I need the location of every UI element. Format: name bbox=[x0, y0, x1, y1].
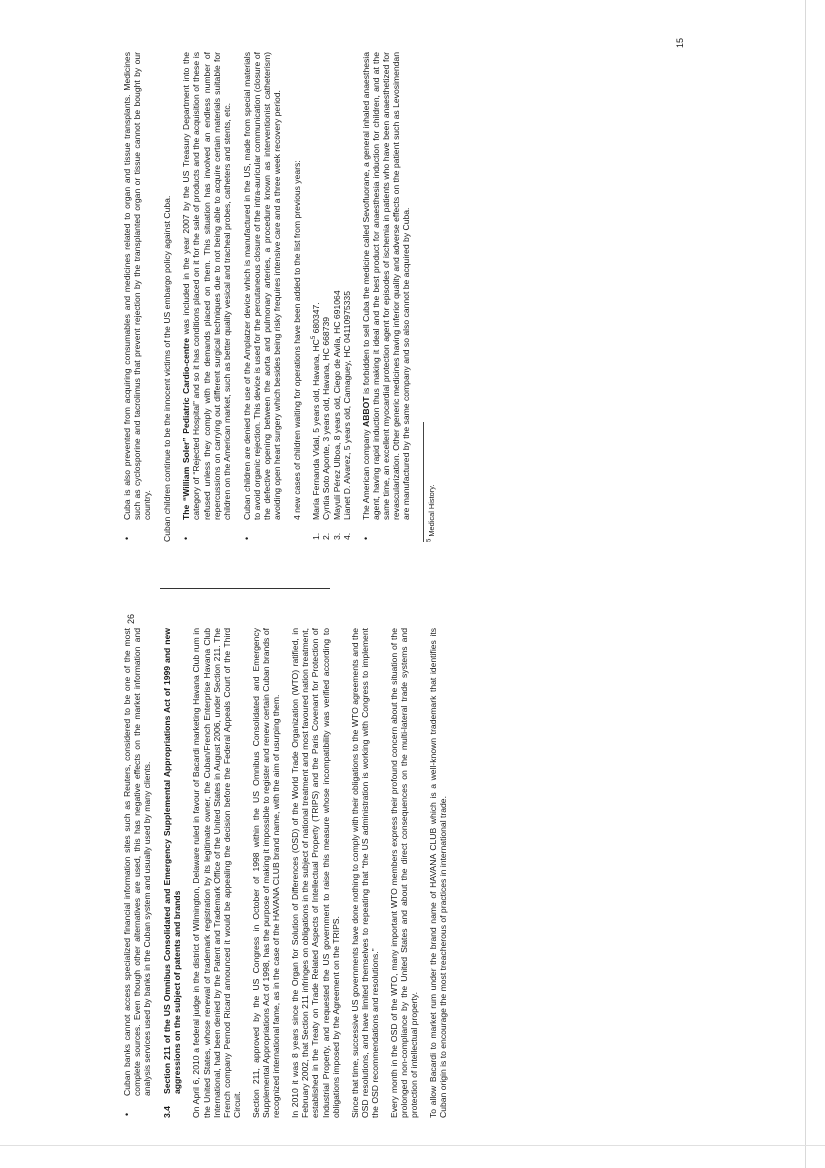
list-text: 680347. bbox=[311, 302, 322, 336]
bullet-text: Cuban children are denied the use of the Amplatzer device which is manufactured in the US, made from special materials to avoid organic rejection. This device is used for the percutaneous closure of the intra-auricular communication (closure of the defective opening between the aorta and pulmonary arteries, a procedure known as interventionist catheterism) avoiding open heart surgery which besides being risky frequires intensive care and a three week recovery period. bbox=[241, 52, 283, 520]
page-26 bbox=[122, 613, 692, 1118]
list-text: Cyntia Soto Aponte, 3 years old, Havana, HC 668739 bbox=[321, 316, 332, 520]
children-list bbox=[311, 52, 351, 542]
list-number: 1. bbox=[311, 532, 322, 540]
bullet-item bbox=[122, 628, 152, 1118]
bullet-icon: • bbox=[360, 536, 371, 540]
footnote-ref: 5 bbox=[311, 335, 318, 340]
list-item bbox=[311, 52, 321, 542]
list-item bbox=[342, 52, 352, 542]
bullet-text: Cuban banks cannot access specialized financial information sites such as Reuters, considered to be one of the most complete sources. Even though other alternatives are used, this has negative effects on the market information and analysis services used by banks in the Cuban system and usually used by many clients. bbox=[122, 628, 153, 1096]
page-edge-bottom bbox=[0, 1145, 825, 1146]
footnote-mark: 5 bbox=[426, 538, 433, 542]
paragraph: On April 6, 2010 a federal judge in the district of Wilmington, Delaware ruled in favour of Bacardi marketing Havana Club rum in the United States, whose renewal of trademark registration by its legitimate owner, the Cuban/French Enterprise Havana Club International, had been denied by the Patent and Trademark Office of the United States in August 2006, under Section 211. The French company Pernod Ricard announced it would be appealing the decision before the Federal Appeals Court of the Third Circuit. bbox=[191, 628, 242, 1118]
separator-rule bbox=[160, 588, 330, 589]
list-text: Mayulí Pérez Ulboa, 8 years old, Ciego de Avila, HC 691064 bbox=[331, 290, 342, 520]
section-title: Section 211 of the US Omnibus Consolidated and Emergency Supplemental Appropriations Act of 1999 and new aggressions on the subject of patents and brands bbox=[162, 628, 183, 1094]
section-number: 3.4 bbox=[162, 1106, 173, 1118]
list-item bbox=[321, 52, 331, 542]
bullet-text: The American company bbox=[360, 427, 371, 520]
page-15-column bbox=[122, 52, 436, 542]
section-heading bbox=[162, 628, 182, 1118]
bullet-text: is forbidden to sell Cuba the medicine called Sevofluorane, a general inhaled anaesthesia agent, having rapid induction thus making it ideal and the best product for anaesthesia induction for children, and at the same time, an excellent myocardial protection agent for episodes of ischemia in patients who have been anaesthetized for revascularization. Other generic medicines having inferior quality and adverse effects on the patient such as Levosimendan are manufactured by the same company and so also cannot be acquired by Cuba. bbox=[360, 52, 412, 520]
bullet-icon: • bbox=[181, 536, 192, 540]
bullet-item bbox=[122, 52, 152, 542]
bullet-item bbox=[242, 52, 282, 542]
bullet-list-3 bbox=[361, 52, 411, 542]
bullet-list-4 bbox=[122, 628, 152, 1118]
page-number: 26 bbox=[126, 613, 136, 624]
footnote-text: Medical History. bbox=[427, 484, 437, 539]
bullet-icon: • bbox=[241, 536, 252, 540]
bullet-icon: • bbox=[122, 536, 132, 540]
paragraph: Since that time, successive US governments have done nothing to comply with their obligations to the WTO agreements and the OSD resolutions, and have limited themselves to repeating that “the US administration is working with Congress to implement the OSD recommendations and resolutions.” bbox=[349, 628, 380, 1118]
page-number: 15 bbox=[675, 37, 685, 48]
bullet-text: Cuba is also prevented from acquiring consumables and medicines related to organ and tissue transplants. Medicines such as cyclosporine and tacrolimus that prevent rejection by the transplanted organ or tissue cannot be bought by our country. bbox=[122, 52, 153, 520]
bullet-list-1 bbox=[122, 52, 152, 542]
footnote-rule bbox=[423, 422, 424, 542]
list-text: Lianet D. Alvarez, 5 years old, Camaguey, HC 04110975335 bbox=[341, 291, 352, 520]
paragraph: Every month in the OSD of the WTO, many important WTO members express their profound concern about the situation of the prolonged non-compliance by the United States and about the direct consequences on the multi-lateral trade systems and protection of intellectual property. bbox=[388, 628, 420, 1118]
paragraph: 4 new cases of children waiting for operations have been added to the list from previous years: bbox=[292, 160, 303, 520]
page-26-column bbox=[122, 628, 457, 1118]
list-number: 4. bbox=[341, 532, 352, 540]
bold-lead: The “William Soler” Pediatric Cardio-centre bbox=[181, 337, 192, 520]
paragraph: To allow Bacardi to market rum under the brand name of HAVANA CLUB which is a well-known trademark that identifies its Cuban origin is to encourage the most treacherous of practices in international trade. bbox=[428, 628, 449, 1118]
bold-lead: ABBOT bbox=[360, 396, 371, 427]
paragraph: Cuban children continue to be the innocent victims of the US embargo policy against Cuba. bbox=[162, 195, 173, 542]
bullet-item bbox=[181, 52, 231, 542]
list-number: 3. bbox=[331, 532, 342, 540]
bullet-item bbox=[361, 52, 411, 542]
paragraph: In 2010 it was 8 years since the Organ for Solution of Differences (OSD) of the World Trade Organization (WTO) ratified, in February 2002, that Section 211 infringes on obligations in the subject of national treatment and most favoured nation treatment, established in the Treaty on Trade Related Aspects of Intellectual Property (TRIPS) and the Paris Covenant for Protection of Industrial Property, and requested the US government to raise this measure whose incompatibility was verified according to obligations imposed by the Agreement on the TRIPS. bbox=[290, 628, 341, 1118]
list-item bbox=[332, 52, 342, 542]
bullet-list-2 bbox=[181, 52, 282, 542]
list-text: María Fernanda Vidal, 5 years old, Havana, HC bbox=[311, 339, 322, 520]
bullet-text: was included in the year 2007 by the US Treasury Department into the category of “Rejected Hospital” and so it has conditions placed on it for the sale of products and the acquisition of these is refused unless they comply with the demands placed on them. This situation has involved an endless number of repercussions on carrying out different surgical techniques due to not being able to acquire certain materials suitable for children on the American market, such as better quality vesical and tracheal probes, catheters and stents, etc. bbox=[181, 52, 232, 520]
page-edge-right bbox=[805, 0, 806, 1168]
page-15 bbox=[122, 37, 692, 542]
list-number: 2. bbox=[321, 532, 332, 540]
bullet-icon: • bbox=[122, 1112, 132, 1116]
paragraph: Section 211, approved by the US Congress in October of 1998 within the US Omnibus Consolidated and Emergency Supplemental Appropriations Act of 1998, has the purpose of making it impossible to register and renew certain Cuban brands of recognized international fame, as in the case of the HAVANA CLUB brand name, with the aim of usurping them. bbox=[250, 628, 282, 1118]
footnote bbox=[427, 52, 436, 542]
